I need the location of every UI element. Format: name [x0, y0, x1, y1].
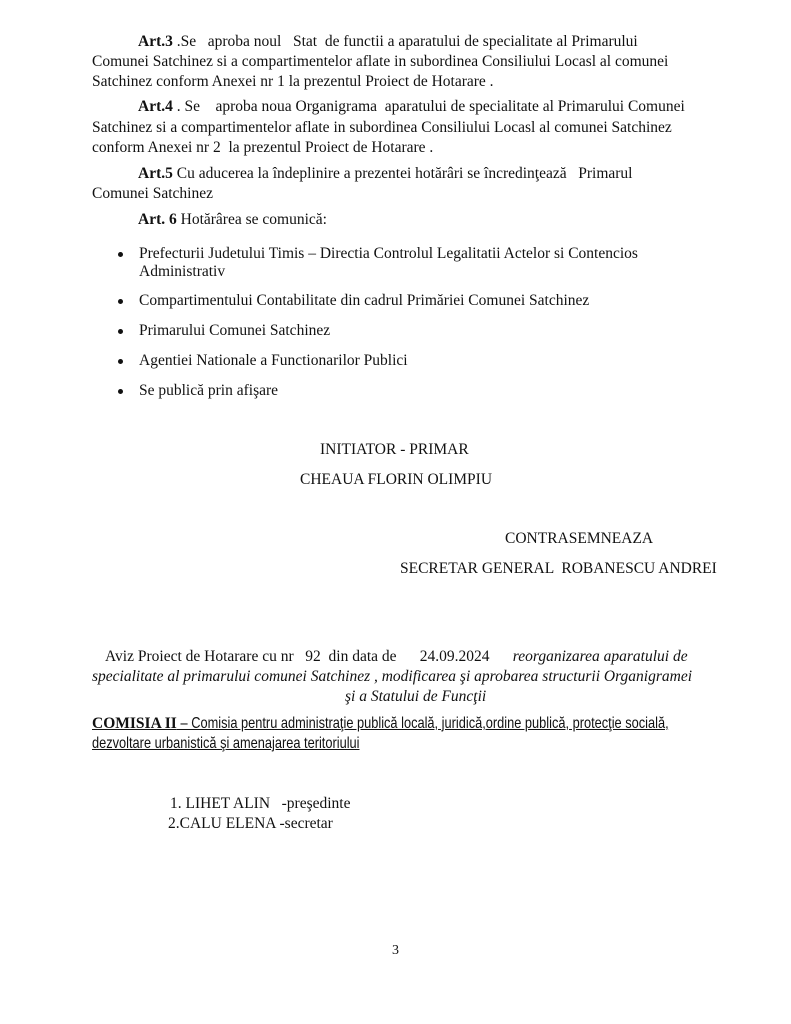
aviz-subject-2: specialitate al primarului comunei Satchinez , modificarea şi aprobarea structurii Organigramei: [92, 668, 693, 685]
art5-line-1: [138, 164, 633, 184]
recipient-5: Se publică prin afişare: [139, 382, 279, 399]
art6-label: Art. 6: [138, 211, 177, 228]
aviz-subject-1: reorganizarea aparatului de: [512, 648, 688, 665]
recipient-1-line-2: Administrativ: [139, 263, 226, 280]
art3-line-1: [138, 32, 638, 52]
member-1: 1. LIHET ALIN -preşedinte: [170, 795, 351, 812]
recipient-2: Compartimentului Contabilitate din cadrul Primăriei Comunei Satchinez: [139, 292, 590, 309]
bullet-icon: [118, 359, 123, 364]
art5-label: Art.5: [138, 165, 173, 182]
commission-title-1: – Comisia pentru administraţie publică locală, juridică,ordine publică, protecţie socială,: [176, 715, 669, 732]
bullet-icon: [118, 389, 123, 394]
commission-title-2: dezvoltare urbanistică şi amenajarea teritoriului: [92, 735, 360, 752]
art6-text: Hotărârea se comunică:: [176, 211, 327, 228]
aviz-date: 24.09.2024: [419, 648, 490, 665]
art5-text-1: Cu aducerea la îndeplinire a prezentei hotărâri se încredinţează Primarul: [172, 165, 633, 182]
countersign-title: CONTRASEMNEAZA: [505, 530, 654, 547]
bullet-icon: [118, 329, 123, 334]
aviz-label: Aviz Proiect de Hotarare cu nr: [105, 648, 294, 665]
art4-line-2: Satchinez si a compartimentelor aflate in subordinea Consiliului Locasl al comunei Satchinez: [92, 119, 672, 136]
art3-label: Art.3: [138, 33, 173, 50]
aviz-date-label: din data de: [328, 648, 397, 665]
member-2: 2.CALU ELENA -secretar: [168, 815, 333, 832]
initiator-title: INITIATOR - PRIMAR: [320, 441, 469, 458]
initiator-name: CHEAUA FLORIN OLIMPIU: [300, 471, 493, 488]
art3-text-1: .Se aproba noul Stat de functii a aparatului de specialitate al Primarului: [172, 33, 638, 50]
page-number: 3: [392, 943, 399, 958]
commission-line-1: [92, 714, 742, 734]
aviz-number: 92: [305, 648, 321, 665]
bullet-icon: [118, 252, 123, 257]
art4-label: Art.4: [138, 98, 173, 115]
bullet-icon: [118, 299, 123, 304]
art4-text-1: . Se aproba noua Organigrama aparatului de specialitate al Primarului Comunei: [172, 98, 685, 115]
art3-line-2: Comunei Satchinez si a compartimentelor aflate in subordinea Consiliului Locasl al comunei: [92, 53, 669, 70]
aviz-line-1: [105, 647, 688, 667]
countersign-name: SECRETAR GENERAL ROBANESCU ANDREI: [400, 560, 717, 577]
recipient-3: Primarului Comunei Satchinez: [139, 322, 331, 339]
art5-line-2: Comunei Satchinez: [92, 185, 213, 202]
recipient-1-line-1: Prefecturii Judetului Timis – Directia Controlul Legalitatii Actelor si Contencios: [139, 245, 638, 262]
art6-line: [138, 210, 327, 230]
art3-line-3: Satchinez conform Anexei nr 1 la prezentul Proiect de Hotarare .: [92, 73, 494, 90]
commission-line-2: [92, 734, 742, 754]
art4-line-3: conform Anexei nr 2 la prezentul Proiect de Hotarare .: [92, 139, 434, 156]
art4-line-1: [138, 97, 685, 117]
aviz-subject-3: şi a Statului de Funcţii: [345, 688, 487, 705]
recipient-4: Agentiei Nationale a Functionarilor Publici: [139, 352, 408, 369]
commission-name: COMISIA II: [92, 715, 177, 732]
